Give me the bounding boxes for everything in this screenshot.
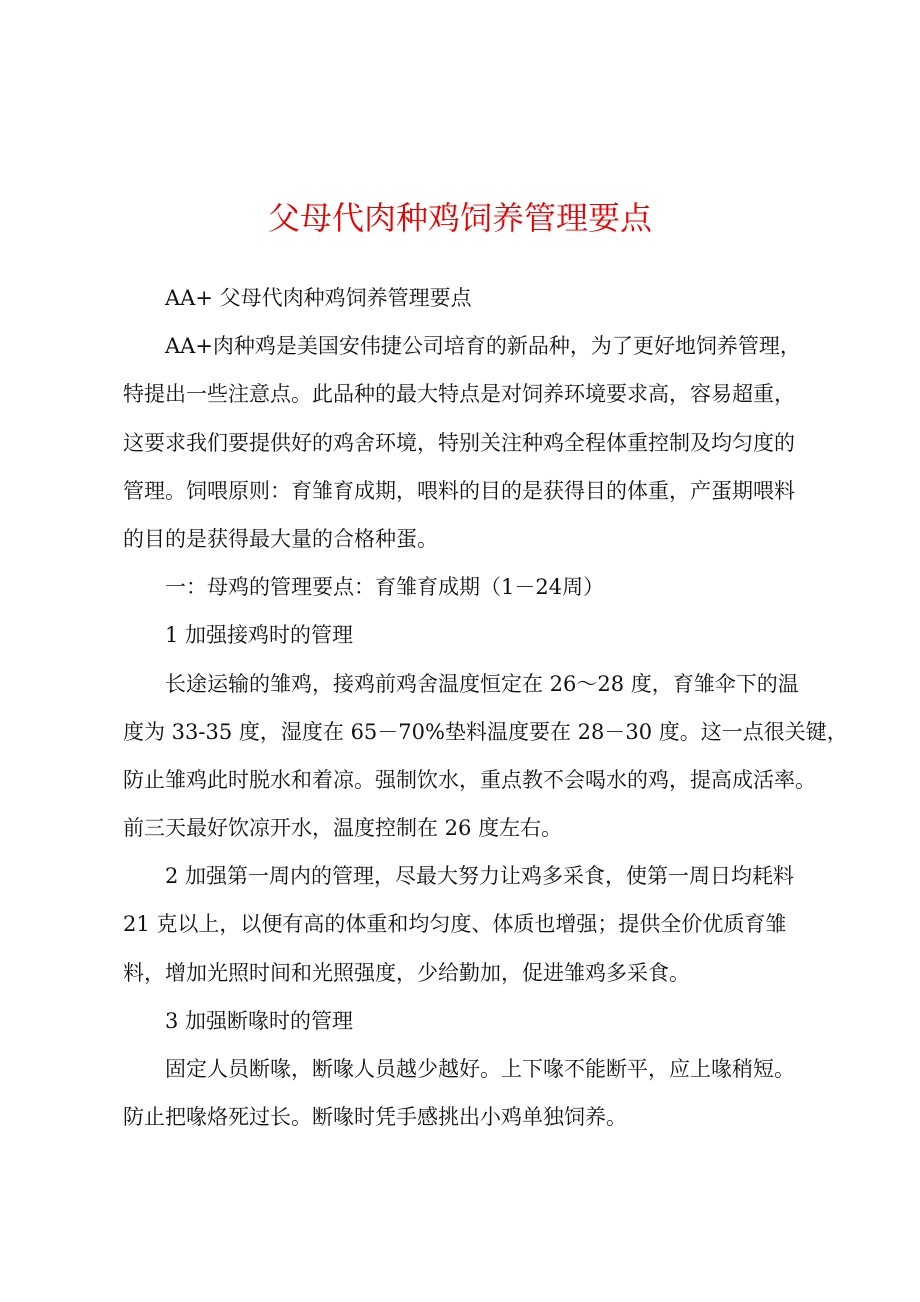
paragraph-line: 防止把喙烙死过长。断喙时凭手感挑出小鸡单独饲养。	[123, 1105, 627, 1130]
paragraph-line: 料，增加光照时间和光照强度，少给勤加，促进雏鸡多采食。	[123, 960, 690, 985]
document-body	[123, 280, 848, 1147]
paragraph-line: 特提出一些注意点。此品种的最大特点是对饲养环境要求高，容易超重，	[123, 382, 795, 407]
paragraph-line: 长途运输的雏鸡，接鸡前鸡舍温度恒定在 26～28 度，育雏伞下的温	[165, 671, 799, 696]
paragraph	[123, 666, 848, 859]
paragraph-line: 管理。饲喂原则：育雏育成期，喂料的目的是获得目的体重，产蛋期喂料	[123, 478, 795, 503]
paragraph-line: 固定人员断喙，断喙人员越少越好。上下喙不能断平，应上喙稍短。	[165, 1057, 795, 1081]
paragraph-line: 度为 33-35 度，湿度在 65－70%垫料温度要在 28－30 度。这一点很关键，	[123, 719, 848, 744]
document-title: 父母代肉种鸡饲养管理要点	[267, 199, 652, 237]
paragraph-line: 2 加强第一周内的管理，尽最大努力让鸡多采食，使第一周日均耗料	[165, 864, 795, 889]
paragraph	[123, 1051, 823, 1147]
paragraph	[123, 1003, 823, 1051]
paragraph	[123, 569, 823, 617]
paragraph-line: 这要求我们要提供好的鸡舍环境，特别关注种鸡全程体重控制及均匀度的	[123, 430, 795, 455]
paragraph-line: 3 加强断喙时的管理	[165, 1008, 354, 1033]
paragraph	[123, 280, 823, 328]
paragraph-line: 一：母鸡的管理要点：育雏育成期（1－24周）	[165, 575, 605, 600]
paragraph-line: AA+肉种鸡是美国安伟捷公司培育的新品种，为了更好地饲养管理，	[165, 334, 801, 359]
paragraph	[123, 328, 823, 569]
paragraph-line: AA+ 父母代肉种鸡饲养管理要点	[165, 286, 472, 310]
paragraph-line: 前三天最好饮凉开水，温度控制在 26 度左右。	[123, 816, 563, 841]
paragraph-line: 1 加强接鸡时的管理	[165, 623, 354, 648]
paragraph	[123, 858, 823, 1003]
paragraph	[123, 617, 823, 665]
paragraph-line: 的目的是获得最大量的合格种蛋。	[123, 526, 438, 551]
paragraph-line: 21 克以上，以便有高的体重和均匀度、体质也增强；提供全价优质育雏	[123, 912, 787, 937]
paragraph-line: 防止雏鸡此时脱水和着凉。强制饮水，重点教不会喝水的鸡，提高成活率。	[123, 767, 816, 792]
